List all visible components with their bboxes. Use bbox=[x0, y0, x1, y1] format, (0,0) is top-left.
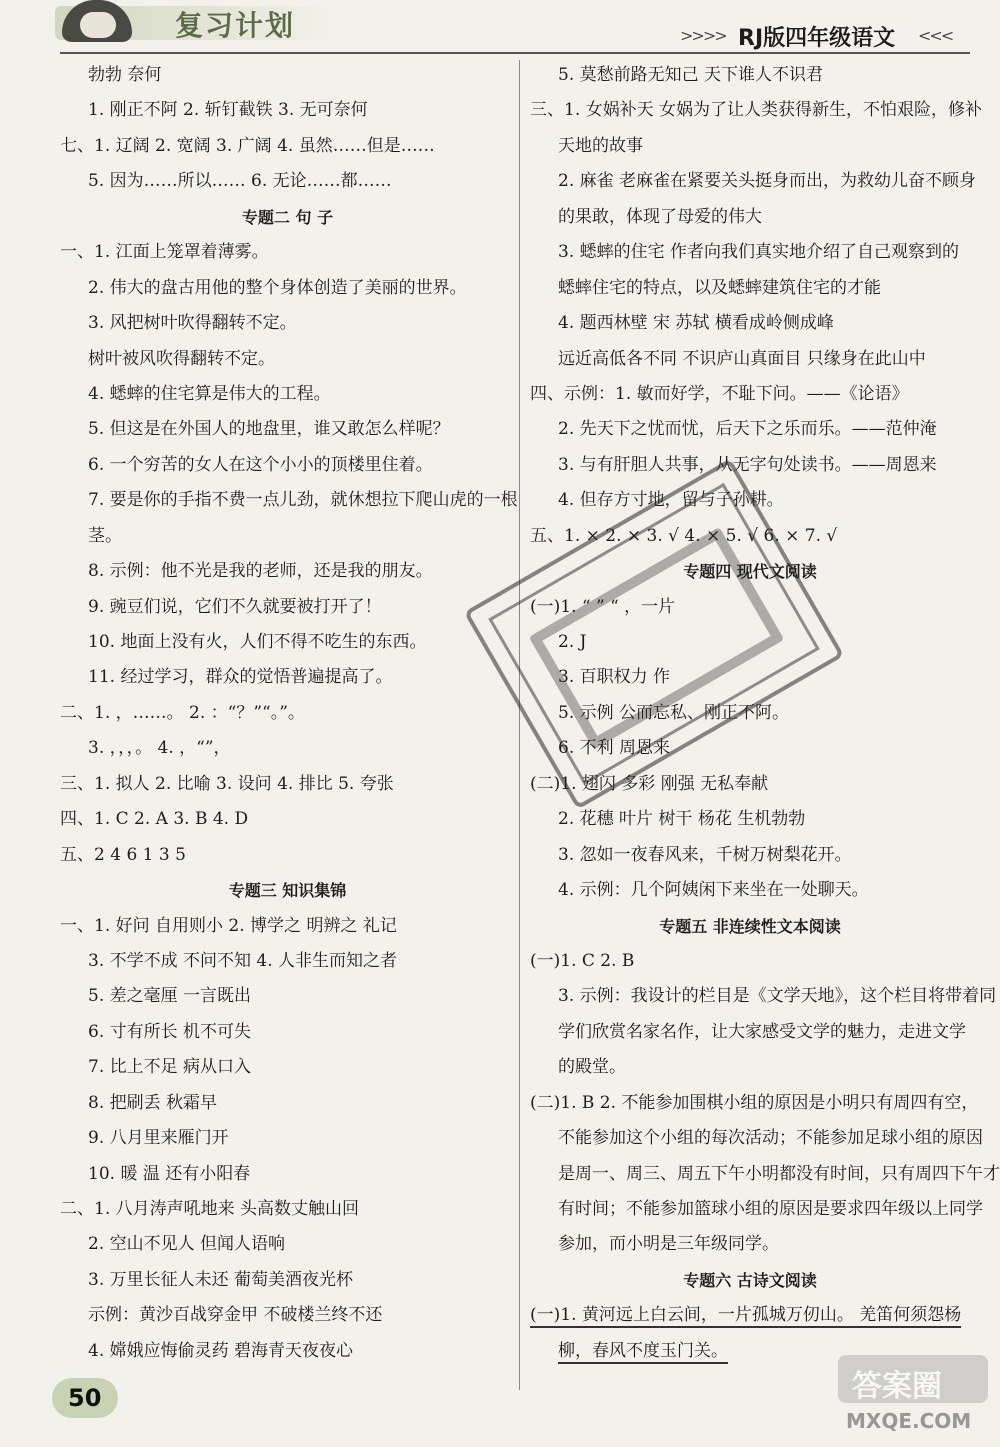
answer-line bbox=[60, 483, 518, 518]
answer-text: 专题五 非连续性文本阅读 bbox=[659, 916, 841, 936]
answer-line bbox=[60, 590, 515, 625]
answer-text: 3. ，，，。 4. ，“”， bbox=[88, 738, 231, 759]
answer-line bbox=[530, 1086, 979, 1121]
answer-line bbox=[530, 1015, 970, 1050]
answer-text: 4. 蟋蟀的住宅算是伟大的工程。 bbox=[88, 383, 331, 404]
answer-text: 3. 与有肝胆人共事，从无字句处读书。——周恩来 bbox=[558, 454, 937, 475]
answer-text: 7. 比上不足 病从口入 bbox=[88, 1057, 252, 1078]
answer-text: 4. 题西林壁 宋 苏轼 横看成岭侧成峰 bbox=[558, 313, 834, 334]
answer-line bbox=[60, 625, 515, 660]
answer-text: 3. 风把树叶吹得翻转不定。 bbox=[88, 313, 297, 334]
page-number: 50 bbox=[68, 1384, 102, 1412]
answer-line bbox=[60, 129, 515, 164]
answer-line bbox=[60, 164, 515, 199]
answer-line bbox=[530, 944, 970, 979]
answer-line bbox=[530, 873, 970, 908]
answer-text: 4. 嫦娥应悔偷灵药 碧海青天夜夜心 bbox=[88, 1340, 354, 1361]
answer-line bbox=[530, 1121, 983, 1156]
answer-text: 8. 示例：他不光是我的老师，还是我的朋友。 bbox=[88, 561, 433, 582]
chevrons-left-icon: >>>> bbox=[680, 26, 726, 45]
answer-line bbox=[530, 1298, 970, 1333]
answer-line bbox=[60, 1263, 515, 1298]
answer-line bbox=[530, 838, 970, 873]
answer-text: 五、2 4 6 1 3 5 bbox=[60, 844, 186, 865]
answer-text: (一)1. “ ” “ ，一片 bbox=[530, 596, 676, 617]
answer-text: (二)1. B 2. 不能参加围棋小组的原因是小明只有周四有空， bbox=[530, 1092, 979, 1113]
answer-text: 3. 不学不成 不问不知 4. 人非生而知之者 bbox=[88, 950, 398, 971]
answer-text: 树叶被风吹得翻转不定。 bbox=[88, 348, 275, 369]
answer-text: 6. 不利 周恩来 bbox=[558, 738, 671, 759]
answer-text: (二)1. 翅闪 多彩 刚强 无私奉献 bbox=[530, 773, 769, 794]
answer-line bbox=[530, 1227, 970, 1262]
answer-text: 2. J bbox=[558, 632, 587, 652]
answer-text: 5. 差之毫厘 一言既出 bbox=[88, 986, 252, 1007]
answer-text: 4. 但存方寸地，留与子孙耕。 bbox=[558, 490, 784, 511]
answer-text: 10. 暖 温 还有小阳春 bbox=[88, 1163, 251, 1184]
answer-line bbox=[530, 448, 970, 483]
column-divider bbox=[519, 60, 520, 1390]
answer-line bbox=[60, 271, 515, 306]
answer-text: 柳，春风不度玉门关。 bbox=[558, 1341, 728, 1364]
answer-text: (一)1. C 2. B bbox=[530, 950, 635, 971]
answer-line bbox=[60, 838, 515, 873]
mascot-face-icon bbox=[80, 12, 116, 38]
section-heading bbox=[60, 873, 515, 908]
answer-text: 4. 示例：几个阿姨闲下来坐在一处聊天。 bbox=[558, 880, 869, 901]
answer-text: 参加，而小明是三年级同学。 bbox=[558, 1234, 779, 1255]
watermark-logo-text: 答案圈 bbox=[852, 1369, 942, 1404]
answer-line bbox=[60, 1157, 515, 1192]
answer-text: 五、1. × 2. × 3. √ 4. × 5. √ 6. × 7. √ bbox=[530, 525, 838, 546]
answer-line bbox=[60, 554, 515, 589]
answer-line bbox=[60, 731, 515, 766]
answer-line bbox=[530, 1050, 970, 1085]
answer-text: 蟋蟀住宅的特点，以及蟋蟀建筑住宅的才能 bbox=[558, 277, 881, 298]
answer-line bbox=[530, 1157, 1000, 1192]
section-heading bbox=[60, 200, 515, 235]
answer-line bbox=[60, 519, 515, 554]
answer-text: 的果敢，体现了母爱的伟大 bbox=[558, 206, 762, 227]
answer-line bbox=[60, 802, 515, 837]
answer-text: 2. 伟大的盘古用他的整个身体创造了美丽的世界。 bbox=[88, 277, 467, 298]
answer-text: 四、1. C 2. A 3. B 4. D bbox=[60, 809, 249, 830]
answer-line bbox=[530, 235, 970, 270]
answer-text: 5. 莫愁前路无知己 天下谁人不识君 bbox=[558, 65, 824, 85]
answer-line bbox=[60, 1227, 515, 1262]
answer-line bbox=[530, 412, 970, 447]
answer-text: 9. 八月里来雁门开 bbox=[88, 1128, 229, 1149]
answer-line bbox=[60, 696, 515, 731]
answer-text: 3. 百职权力 作 bbox=[558, 667, 671, 688]
answer-line bbox=[60, 944, 515, 979]
answer-line bbox=[60, 1121, 515, 1156]
answer-line bbox=[530, 342, 970, 377]
header-title: 复习计划 bbox=[175, 9, 296, 42]
answer-line bbox=[60, 235, 515, 270]
section-heading bbox=[530, 909, 970, 944]
answer-text: 二、1. ，……。 2. ：“？”“。”。 bbox=[60, 702, 305, 723]
answer-text: (一)1. 黄河远上白云间，一片孤城万仞山。 羌笛何须怨杨 bbox=[530, 1305, 961, 1328]
answer-text: 专题二 句 子 bbox=[241, 207, 334, 227]
answer-text: 有时间；不能参加篮球小组的原因是要求四年级以上同学 bbox=[558, 1199, 983, 1219]
answer-line bbox=[60, 58, 515, 93]
answer-text: 一、1. 江面上笼罩着薄雾。 bbox=[60, 242, 269, 263]
answer-text: 5. 因为……所以…… 6. 无论……都…… bbox=[88, 171, 392, 192]
answer-text: 学们欣赏名家名作，让大家感受文学的魅力，走进文学 bbox=[558, 1021, 966, 1042]
left-column bbox=[60, 58, 518, 1369]
answer-line bbox=[60, 1334, 515, 1369]
answer-text: 6. 一个穷苦的女人在这个小小的顶楼里住着。 bbox=[88, 454, 433, 475]
answer-text: 8. 把刷丢 秋霜早 bbox=[88, 1092, 218, 1113]
answer-text: 7. 要是你的手指不费一点儿劲，就休想拉下爬山虎的一根 bbox=[88, 490, 518, 511]
watermark bbox=[838, 1355, 988, 1435]
answer-text: 二、1. 八月涛声吼地来 头高数丈触山回 bbox=[60, 1199, 360, 1219]
answer-line bbox=[60, 93, 515, 128]
answer-text: 七、1. 辽阔 2. 宽阔 3. 广阔 4. 虽然……但是…… bbox=[60, 135, 435, 156]
answer-text: 5. 但这是在外国人的地盘里，谁又敢怎么样呢？ bbox=[88, 419, 450, 440]
answer-line bbox=[530, 1192, 983, 1227]
answer-line bbox=[530, 58, 970, 93]
answer-line bbox=[60, 1192, 515, 1227]
answer-text: 远近高低各不同 不识庐山真面目 只缘身在此山中 bbox=[558, 348, 926, 369]
answer-line bbox=[60, 1050, 515, 1085]
header-rule bbox=[60, 52, 970, 54]
watermark-logo bbox=[838, 1355, 988, 1403]
section-heading bbox=[530, 1263, 970, 1298]
page-header bbox=[0, 0, 1000, 55]
answer-text: 10. 地面上没有火，人们不得不吃生的东西。 bbox=[88, 632, 427, 652]
answer-text: 2. 麻雀 老麻雀在紧要关头挺身而出，为救幼儿奋不顾身 bbox=[558, 171, 977, 192]
answer-text: 三、1. 女娲补天 女娲为了让人类获得新生，不怕艰险，修补 bbox=[530, 100, 983, 121]
answer-line bbox=[530, 129, 970, 164]
answer-text: 3. 示例：我设计的栏目是《文学天地》，这个栏目将带着同 bbox=[558, 986, 997, 1007]
answer-line bbox=[530, 802, 970, 837]
answer-text: 6. 寸有所长 机不可失 bbox=[88, 1021, 252, 1042]
answer-line bbox=[530, 271, 970, 306]
answer-text: 3. 万里长征人未还 葡萄美酒夜光杯 bbox=[88, 1269, 354, 1290]
answer-text: 2. 先天下之忧而忧，后天下之乐而乐。——范仲淹 bbox=[558, 419, 937, 440]
answer-text: 专题六 古诗文阅读 bbox=[683, 1270, 817, 1290]
answer-text: 茎。 bbox=[88, 525, 122, 546]
chevrons-right-icon: <<< bbox=[918, 26, 953, 45]
answer-text: 1. 刚正不阿 2. 斩钉截铁 3. 无可奈何 bbox=[88, 100, 368, 121]
answer-text: 2. 花穗 叶片 树干 杨花 生机勃勃 bbox=[558, 809, 806, 830]
answer-text: 3. 忽如一夜春风来，千树万树梨花开。 bbox=[558, 844, 852, 865]
answer-text: 专题四 现代文阅读 bbox=[683, 562, 817, 582]
answer-line bbox=[530, 377, 970, 412]
answer-line bbox=[60, 909, 515, 944]
edition-label: RJ版四年级语文 bbox=[738, 26, 896, 51]
answer-text: 四、示例：1. 敏而好学，不耻下问。——《论语》 bbox=[530, 383, 909, 404]
answer-text: 3. 蟋蟀的住宅 作者向我们真实地介绍了自己观察到的 bbox=[558, 242, 960, 263]
answer-text: 2. 空山不见人 但闻人语响 bbox=[88, 1234, 286, 1255]
answer-text: 5. 示例 公而忘私、刚正不阿。 bbox=[558, 702, 790, 723]
answer-text: 示例：黄沙百战穿金甲 不破楼兰终不还 bbox=[88, 1305, 383, 1326]
answer-text: 的殿堂。 bbox=[558, 1057, 626, 1078]
answer-line bbox=[60, 448, 515, 483]
answer-line bbox=[60, 1015, 515, 1050]
answer-line bbox=[530, 93, 983, 128]
answer-text: 一、1. 好问 自用则小 2. 博学之 明辨之 礼记 bbox=[60, 915, 397, 936]
answer-line bbox=[530, 306, 970, 341]
answer-text: 天地的故事 bbox=[558, 135, 643, 156]
answer-line bbox=[60, 767, 515, 802]
answer-line bbox=[60, 342, 515, 377]
answer-line bbox=[60, 1298, 515, 1333]
answer-text: 9. 豌豆们说，它们不久就要被打开了！ bbox=[88, 596, 382, 617]
answer-text: 勃勃 奈何 bbox=[88, 65, 162, 85]
answer-text: 不能参加这个小组的每次活动；不能参加足球小组的原因 bbox=[558, 1128, 983, 1149]
answer-text: 三、1. 拟人 2. 比喻 3. 设问 4. 排比 5. 夸张 bbox=[60, 773, 394, 794]
answer-line bbox=[60, 412, 515, 447]
answer-text: 专题三 知识集锦 bbox=[228, 881, 347, 901]
answer-line bbox=[530, 979, 997, 1014]
answer-line bbox=[530, 200, 970, 235]
answer-line bbox=[60, 660, 515, 695]
answer-line bbox=[60, 306, 515, 341]
page-number-badge bbox=[52, 1378, 118, 1418]
answer-line bbox=[60, 1086, 515, 1121]
answer-line bbox=[60, 377, 515, 412]
answer-line bbox=[60, 979, 515, 1014]
watermark-url: MXQE.COM bbox=[846, 1409, 972, 1433]
answer-text: 是周一、周三、周五下午小明都没有时间，只有周四下午才 bbox=[558, 1163, 1000, 1184]
answer-text: 11. 经过学习，群众的觉悟普遍提高了。 bbox=[88, 667, 393, 688]
answer-line bbox=[530, 164, 977, 199]
